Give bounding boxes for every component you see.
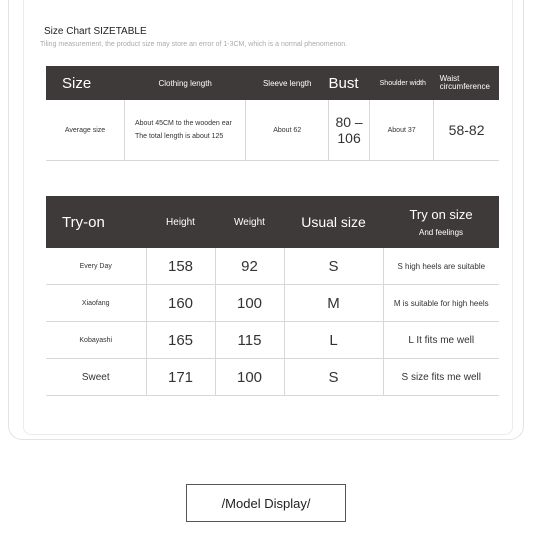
cell-weight: 115: [215, 322, 284, 359]
chart-title: Size Chart SIZETABLE: [44, 26, 147, 37]
cell-feel: M is suitable for high heels: [383, 285, 499, 322]
cell-weight: 100: [215, 285, 284, 322]
cell-weight: 92: [215, 248, 284, 285]
cell-feel: S high heels are suitable: [383, 248, 499, 285]
cell-usual-size: S: [284, 359, 383, 396]
length-line-2: The total length is about 125: [134, 133, 224, 140]
cell-height: 165: [146, 322, 215, 359]
cell-usual-size: L: [284, 322, 383, 359]
cell-clothing-length: [124, 100, 245, 161]
header-tryon: Try-on: [46, 196, 146, 248]
size-table-row: [46, 100, 499, 161]
cell-feel: S size fits me well: [383, 359, 499, 396]
header-shoulder-width: Shoulder width: [370, 66, 434, 100]
cell-bust: 80 – 106: [329, 100, 370, 161]
cell-tryon-name: Xiaofang: [46, 285, 146, 322]
header-try-on-feel: [383, 196, 499, 248]
cell-height: 160: [146, 285, 215, 322]
header-feel-line-2: And feelings: [418, 228, 464, 237]
cell-height: 171: [146, 359, 215, 396]
cell-weight: 100: [215, 359, 284, 396]
cell-waist: 58-82: [434, 100, 499, 161]
length-line-1: About 45CM to the wooden ear: [134, 120, 232, 127]
cell-tryon-name: Every Day: [46, 248, 146, 285]
header-waist: Waist circumference: [434, 66, 499, 100]
table-row: [46, 322, 499, 359]
header-usual-size: Usual size: [284, 196, 383, 248]
cell-size-average: Average size: [46, 100, 124, 161]
header-sleeve-length: Sleeve length: [246, 66, 329, 100]
cell-tryon-name: Kobayashi: [46, 322, 146, 359]
tryon-table-header: [46, 196, 499, 248]
header-feel-line-1: Try on size: [409, 207, 473, 222]
header-height: Height: [146, 196, 215, 248]
cell-usual-size: M: [284, 285, 383, 322]
size-table: [46, 66, 499, 161]
cell-height: 158: [146, 248, 215, 285]
header-bust: Bust: [329, 66, 370, 100]
cell-feel: L It fits me well: [383, 322, 499, 359]
cell-sleeve: About 62: [246, 100, 329, 161]
cell-shoulder: About 37: [370, 100, 434, 161]
measurement-note: Tiling measurement, the product size may store an error of 1-3CM, which is a normal phenomenon.: [40, 41, 348, 48]
table-row: [46, 248, 499, 285]
tryon-table: [46, 196, 499, 396]
header-clothing-length: Clothing length: [124, 66, 245, 100]
header-weight: Weight: [215, 196, 284, 248]
cell-tryon-name: Sweet: [46, 359, 146, 396]
header-size: Size: [46, 66, 124, 100]
table-row: [46, 359, 499, 396]
size-table-header: [46, 66, 499, 100]
table-row: [46, 285, 499, 322]
model-display-button[interactable]: /Model Display/: [186, 484, 346, 522]
cell-usual-size: S: [284, 248, 383, 285]
